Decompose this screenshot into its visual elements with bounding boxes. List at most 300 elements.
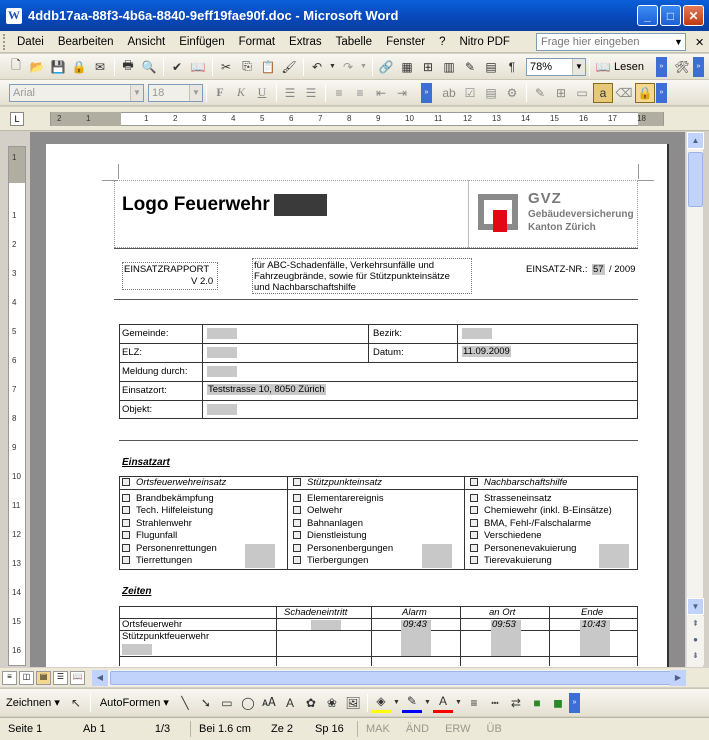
read-layout-icon[interactable]: 📖 [595, 59, 611, 74]
grid-line [202, 324, 203, 418]
copy-icon[interactable]: ⎘ [242, 59, 252, 73]
text-box-icon[interactable]: 🗚 [262, 695, 276, 709]
text-direction-icon[interactable]: ab [442, 85, 456, 100]
numbering-icon[interactable]: ≡ [335, 85, 343, 100]
margin-mark [638, 164, 639, 179]
ruler-bar[interactable] [50, 112, 664, 126]
menu-extras[interactable]: Extras [289, 35, 322, 48]
zeiten-header-alarm: Alarm [402, 607, 427, 618]
grid-line [460, 606, 461, 666]
document-map-icon[interactable]: ▤ [485, 59, 497, 74]
document-area[interactable] [30, 132, 685, 667]
gvz-line2: Kanton Zürich [528, 222, 596, 233]
font-color-icon[interactable]: A [433, 693, 453, 713]
insert-frame-icon[interactable]: ▭ [576, 85, 588, 100]
field-options-icon[interactable]: ⚙ [506, 85, 518, 100]
formatting-toolbar [0, 80, 709, 106]
line-color-icon[interactable]: ✎ [402, 693, 422, 713]
margin-mark [118, 164, 119, 179]
einsatzart-option-label: Oelwehr [307, 505, 343, 517]
status-overtype[interactable]: ÜB [486, 723, 502, 735]
zeiten-row-ortsfeuerwehr: Ortsfeuerwehr [122, 619, 183, 630]
einsatzart-option-label: Strahlenwehr [136, 517, 192, 529]
einsatzort-field[interactable]: Teststrasse 10, 8050 Zürich [208, 384, 325, 395]
menu-grip[interactable] [3, 34, 7, 50]
bezirk-field[interactable] [462, 328, 492, 339]
ask-dropdown-icon[interactable]: ▼ [674, 37, 683, 47]
einsatz-year: / 2009 [609, 264, 636, 275]
ruler-tick-label: 15 [12, 617, 21, 626]
ruler-tick-label: 2 [57, 114, 62, 123]
insert-table-icon[interactable]: ⊞ [555, 85, 567, 100]
menu-einfuegen[interactable]: Einfügen [179, 35, 225, 48]
ruler-tick-label: 6 [12, 356, 17, 365]
objekt-field[interactable] [207, 404, 237, 415]
ruler-tick-label: 8 [347, 114, 352, 123]
ruler-tick-label: 16 [579, 114, 588, 123]
toolbar-options-icon[interactable]: » [656, 83, 667, 103]
einsatzart-option[interactable] [470, 543, 576, 554]
research-icon[interactable]: 📖 [190, 59, 206, 74]
field-shading [422, 544, 452, 568]
word-app-icon[interactable]: W [8, 8, 20, 22]
meldung-field[interactable] [207, 366, 237, 377]
section-rule [114, 299, 638, 300]
outline-view-icon[interactable]: ☰ [53, 671, 68, 685]
toolbar-separator [325, 84, 326, 102]
status-track-changes[interactable]: ÄND [405, 723, 430, 735]
grid-line [119, 569, 638, 570]
einsatzart-option-label: Personenbergungen [307, 542, 394, 554]
einsatzart-option[interactable] [122, 493, 214, 504]
toolbar-separator [303, 58, 304, 76]
line-dropdown-icon[interactable]: ▼ [423, 699, 431, 706]
toolbar-separator [589, 58, 590, 76]
checkbox-icon[interactable] [470, 544, 478, 552]
ruler-tick-label: 2 [12, 240, 17, 249]
reset-form-fields-icon[interactable]: ⌫ [615, 85, 633, 100]
ruler-tick-label: 14 [12, 588, 21, 597]
status-section: Ab 1 [83, 723, 106, 735]
ruler-tick-label: 11 [12, 501, 21, 510]
ruler-tick-label: 1 [12, 153, 17, 162]
zeiten-header-schadeneintritt: Schadeneintritt [284, 607, 348, 618]
increase-indent-icon[interactable]: ⇥ [396, 85, 408, 100]
gemeinde-label: Gemeinde: [122, 328, 169, 339]
fill-color-icon[interactable]: ◈ [371, 693, 391, 713]
cut-icon[interactable]: ✂ [220, 59, 232, 74]
insert-table-icon[interactable]: ⊞ [422, 59, 434, 74]
menu-ansicht[interactable]: Ansicht [127, 35, 166, 48]
einsatzart-option-label: Tierevakuierung [484, 555, 552, 566]
select-objects-icon[interactable]: ↖ [70, 695, 81, 710]
datum-field[interactable]: 11.09.2009 [463, 346, 510, 357]
ruler-tick-label: 3 [202, 114, 207, 123]
form-field-shading-icon[interactable]: a [593, 83, 613, 103]
shadow-style-icon[interactable]: ■ [533, 695, 541, 710]
ende-field[interactable]: 10:43 [582, 619, 606, 630]
status-column: Sp 16 [315, 723, 344, 735]
ruler-tick-label: 18 [637, 114, 646, 123]
report-title: EINSATZRAPPORT [124, 264, 210, 275]
einsatzart-option-label: Elementarereignis [307, 493, 384, 504]
rectangle-icon[interactable]: ▭ [221, 695, 233, 710]
ruler-tick-label: 13 [492, 114, 501, 123]
section-rule [119, 440, 638, 441]
logo-title: Logo Feuerwehr [122, 194, 270, 215]
einsatz-nr-field[interactable]: 57 [593, 264, 604, 275]
report-desc-line3: und Nachbarschaftshilfe [254, 282, 356, 293]
ruler-tick-label: 4 [12, 298, 17, 307]
scroll-left-icon[interactable]: ◀ [92, 670, 108, 686]
vertical-ruler[interactable] [8, 146, 26, 666]
einsatzart-option[interactable] [470, 518, 591, 529]
save-icon[interactable]: 💾 [50, 59, 66, 74]
web-view-icon[interactable]: ◫ [19, 671, 34, 685]
ruler-tick-label: 7 [12, 385, 17, 394]
open-folder-icon[interactable]: 📂 [29, 59, 45, 74]
browse-object-icon[interactable]: ● [687, 632, 704, 649]
vertical-scroll-thumb[interactable] [688, 152, 703, 207]
einsatzart-option[interactable] [122, 530, 177, 541]
margin-mark [638, 180, 654, 181]
checkbox-icon[interactable] [122, 494, 130, 502]
standard-toolbar [0, 54, 709, 80]
ruler-tick-label: 10 [405, 114, 414, 123]
show-formatting-icon[interactable]: ¶ [508, 59, 516, 74]
einsatzart-option-label: Tierrettungen [136, 555, 193, 566]
picture-icon[interactable]: 🖼 [345, 695, 361, 710]
einsatzart-header-label: Stützpunkteinsatz [307, 477, 382, 488]
stuetzpunkt-field[interactable] [122, 644, 152, 655]
email-icon[interactable]: ✉ [94, 59, 106, 74]
toolbar-options-icon[interactable]: » [569, 693, 580, 713]
checkbox-icon[interactable] [293, 506, 301, 514]
toolbar-options-icon[interactable]: » [656, 57, 667, 77]
grid-line [371, 606, 372, 666]
elz-field[interactable] [207, 347, 237, 358]
grid-line [119, 343, 638, 344]
align-left-icon[interactable]: ☰ [284, 85, 296, 100]
einsatzart-option[interactable] [470, 555, 552, 566]
italic-icon[interactable]: K [236, 85, 245, 99]
read-button[interactable]: Lesen [614, 60, 644, 73]
einsatzart-option[interactable] [470, 505, 612, 516]
header-divider [468, 180, 469, 248]
grid-line [119, 476, 120, 569]
menu-tabelle[interactable]: Tabelle [335, 35, 373, 48]
wordart-icon[interactable]: A [285, 695, 294, 710]
field-shading [245, 544, 275, 568]
ruler-tick-label: 9 [12, 443, 17, 452]
font-size-select[interactable]: 18 ▼ [148, 84, 203, 102]
checkbox-icon[interactable] [470, 531, 478, 539]
einsatzart-header-0 [122, 477, 226, 488]
chevron-down-icon[interactable]: ▼ [130, 85, 143, 101]
ruler-tick-label: 12 [463, 114, 472, 123]
checkbox-icon[interactable] [293, 519, 301, 527]
line-style-icon[interactable]: ≡ [470, 695, 478, 710]
toolbar-separator [212, 58, 213, 76]
einsatzart-option[interactable] [122, 555, 192, 566]
grid-line [119, 618, 638, 619]
grid-line [119, 606, 120, 666]
tables-borders-icon[interactable]: ▦ [401, 59, 413, 74]
underline-icon[interactable]: U [257, 85, 267, 99]
line-icon[interactable]: ╲ [181, 695, 189, 710]
draw-table-icon[interactable]: ✎ [534, 85, 546, 100]
einsatzart-option[interactable] [470, 530, 542, 541]
menu-format[interactable]: Format [238, 35, 276, 48]
toolbar-options-icon[interactable]: » [693, 57, 704, 77]
grid-line [637, 324, 638, 418]
columns-icon[interactable]: ▥ [443, 59, 455, 74]
print-icon[interactable]: 🖶 [122, 58, 134, 72]
zeiten-heading: Zeiten [122, 586, 152, 597]
undo-icon[interactable]: ↶ [311, 59, 323, 74]
grid-line [457, 324, 458, 362]
checkbox-icon[interactable] [122, 506, 130, 514]
new-document-icon[interactable]: 🗋 [11, 58, 21, 72]
scroll-right-icon[interactable]: ▶ [670, 670, 686, 686]
paste-icon[interactable]: 📋 [260, 59, 276, 74]
bullets-icon[interactable]: ≡ [356, 85, 364, 100]
document-page[interactable] [46, 144, 669, 667]
arrow-icon[interactable]: ➘ [200, 695, 211, 710]
zoom-select[interactable]: 78% ▼ [526, 58, 586, 76]
einsatzart-option-label: Personenrettungen [136, 542, 217, 554]
einsatzart-option[interactable] [293, 493, 384, 504]
einsatzart-option-label: Tierbergungen [307, 555, 369, 566]
spelling-icon[interactable]: ✔ [171, 59, 183, 74]
einsatzart-option-label: Dienstleistung [307, 530, 367, 542]
hyperlink-icon[interactable]: 🔗 [378, 59, 394, 74]
zeiten-grid [119, 606, 638, 666]
font-color-dropdown-icon[interactable]: ▼ [454, 699, 462, 706]
maximize-button[interactable]: □ [660, 5, 681, 26]
toolbar-separator [526, 84, 527, 102]
checkbox-icon[interactable] [122, 531, 130, 539]
title-bar [0, 0, 709, 31]
einsatzart-option[interactable] [122, 505, 213, 516]
draw-menu-button[interactable]: Zeichnen ▾ [6, 697, 60, 709]
permission-icon[interactable]: 🔒 [71, 59, 87, 74]
einsatzart-header-1 [293, 477, 382, 488]
tools-icon[interactable]: 🛠 [674, 59, 690, 74]
menu-nitro-pdf[interactable]: Nitro PDF [459, 35, 510, 48]
status-extend[interactable]: ERW [445, 723, 471, 735]
menu-bearbeiten[interactable]: Bearbeiten [57, 35, 114, 48]
normal-view-icon[interactable]: ≡ [2, 671, 17, 685]
oval-icon[interactable]: ◯ [241, 695, 255, 710]
arrow-style-icon[interactable]: ⇄ [510, 695, 521, 710]
align-center-icon[interactable]: ☰ [305, 85, 317, 100]
drawing-toolbar [0, 688, 709, 716]
bezirk-label: Bezirk: [373, 328, 403, 339]
chevron-down-icon[interactable]: ▼ [572, 59, 585, 75]
scroll-up-icon[interactable]: ▲ [687, 132, 704, 149]
grid-line [119, 324, 120, 418]
minimize-button[interactable]: _ [637, 5, 658, 26]
status-page: Seite 1 [8, 723, 43, 735]
checkbox-icon[interactable] [122, 544, 130, 552]
horizontal-scroll-thumb[interactable] [110, 671, 684, 685]
einsatzart-header-label: Nachbarschaftshilfe [484, 477, 568, 488]
ruler-tick-label: 2 [173, 114, 178, 123]
grid-line [119, 656, 638, 657]
checkbox-icon[interactable] [470, 494, 478, 502]
horizontal-ruler[interactable] [0, 107, 709, 131]
autoshapes-menu-button[interactable]: AutoFormen ▾ [99, 697, 169, 709]
ruler-tick-label: 5 [12, 327, 17, 336]
report-version: V 2.0 [191, 276, 214, 287]
grid-line [119, 400, 638, 401]
ruler-tick-label: 1 [12, 211, 17, 220]
check-box-field-icon[interactable]: ☑ [464, 85, 476, 100]
einsatzart-header-2 [470, 477, 567, 488]
einsatzart-option[interactable] [293, 518, 363, 529]
checkbox-icon[interactable] [122, 519, 130, 527]
schadeneintritt-field[interactable] [311, 620, 341, 630]
toolbar-separator [276, 84, 277, 102]
checkbox-icon[interactable] [293, 544, 301, 552]
einsatzart-option-label: BMA, Fehl-/Falschalarme [484, 517, 592, 529]
clip-art-icon[interactable]: ❀ [326, 695, 337, 710]
toolbar-separator [206, 84, 207, 102]
checkbox-icon[interactable] [293, 494, 301, 502]
vertical-scrollbar[interactable] [686, 132, 703, 667]
checkbox-icon[interactable] [293, 556, 301, 564]
einsatzart-option[interactable] [293, 555, 368, 566]
undo-dropdown-icon[interactable]: ▼ [329, 63, 336, 70]
status-pages: 1/3 [154, 723, 171, 735]
next-page-icon[interactable]: ⇟ [687, 648, 704, 665]
chevron-down-icon[interactable]: ▼ [189, 85, 202, 101]
grid-line [464, 476, 465, 569]
menu-datei[interactable]: Datei [17, 35, 44, 48]
report-desc-line1: für ABC-Schadenfälle, Verkehrsunfälle und [254, 260, 435, 271]
status-macro[interactable]: MAK [366, 723, 390, 735]
einsatzart-option-label: Strasseneinsatz [484, 493, 552, 504]
gemeinde-field[interactable] [207, 328, 237, 339]
an-ort-field[interactable]: 09:53 [492, 619, 516, 630]
ruler-tick-label: 9 [376, 114, 381, 123]
tab-selector-icon[interactable]: L [10, 112, 24, 126]
einsatzart-option[interactable] [293, 543, 393, 554]
grid-line [119, 381, 638, 382]
alarm-field[interactable]: 09:43 [403, 619, 427, 630]
einsatzart-option-label: Brandbekämpfung [136, 493, 214, 504]
gvz-logo-red [493, 210, 507, 232]
einsatzart-option[interactable] [293, 505, 342, 516]
checkbox-icon[interactable] [470, 478, 478, 486]
fill-dropdown-icon[interactable]: ▼ [392, 699, 400, 706]
grid-line [637, 606, 638, 666]
ruler-tick-label: 17 [608, 114, 617, 123]
bold-icon[interactable]: F [216, 85, 224, 99]
scroll-down-icon[interactable]: ▼ [687, 598, 704, 615]
close-button[interactable]: ✕ [683, 5, 704, 26]
menu-fenster[interactable]: Fenster [386, 35, 426, 48]
window-title: 4ddb17aa-88f3-4b6a-8840-9eff19fae90f.doc - Microsoft Word [28, 8, 399, 23]
status-line: Ze 2 [271, 723, 294, 735]
ruler-tick-label: 8 [12, 414, 17, 423]
ruler-tick-label: 4 [231, 114, 236, 123]
checkbox-icon[interactable] [470, 506, 478, 514]
3d-style-icon[interactable]: ◼ [552, 695, 563, 710]
checkbox-icon[interactable] [293, 478, 301, 486]
field-shading [599, 544, 629, 568]
ruler-tick-label: 5 [260, 114, 265, 123]
checkbox-icon[interactable] [293, 531, 301, 539]
checkbox-icon[interactable] [122, 478, 130, 486]
print-preview-icon[interactable]: 🔍 [141, 59, 157, 74]
redo-icon[interactable]: ↷ [342, 59, 354, 74]
grid-line [276, 606, 277, 666]
grid-line [368, 324, 369, 362]
logo-placeholder[interactable] [274, 194, 327, 216]
print-layout-icon[interactable]: ▤ [36, 671, 51, 685]
einsatzart-option[interactable] [122, 518, 192, 529]
meldung-label: Meldung durch: [122, 366, 188, 377]
elz-label: ELZ: [122, 347, 143, 358]
ruler-tick-label: 16 [12, 646, 21, 655]
protect-form-icon[interactable]: 🔒 [635, 83, 655, 103]
ask-question-input[interactable]: Frage hier eingeben [536, 33, 686, 51]
previous-page-icon[interactable]: ⇞ [687, 616, 704, 633]
toolbar-separator [114, 58, 115, 76]
zeiten-header-an-ort: an Ort [489, 607, 516, 618]
einsatzart-option[interactable] [122, 543, 217, 554]
dash-style-icon[interactable]: ┅ [491, 695, 499, 710]
grid-line [549, 606, 550, 666]
horizontal-scrollbar[interactable] [92, 670, 686, 686]
toolbar-separator [367, 694, 368, 712]
toolbar-options-icon[interactable]: » [421, 83, 432, 103]
einsatzart-option-label: Chemiewehr (inkl. B-Einsätze) [484, 505, 612, 517]
gvz-abbr: GVZ [528, 190, 562, 207]
ruler-tick-label: 1 [86, 114, 91, 123]
diagram-icon[interactable]: ✿ [305, 695, 316, 710]
grid-line [119, 418, 638, 419]
toolbar-separator [90, 694, 91, 712]
format-painter-icon[interactable]: 🖌 [281, 59, 297, 74]
font-select[interactable]: Arial ▼ [9, 84, 144, 102]
ruler-tick-label: 1 [144, 114, 149, 123]
ruler-tick-label: 6 [289, 114, 294, 123]
grid-line [119, 489, 638, 490]
einsatzart-option[interactable] [470, 493, 552, 504]
einsatzart-heading: Einsatzart [122, 457, 170, 468]
decrease-indent-icon[interactable]: ⇤ [375, 85, 387, 100]
einsatzort-label: Einsatzort: [122, 385, 167, 396]
objekt-label: Objekt: [122, 404, 153, 415]
reading-view-icon[interactable]: 📖 [70, 671, 85, 685]
checkbox-icon[interactable] [122, 556, 130, 564]
document-close-icon[interactable]: ✕ [695, 37, 705, 49]
drawing-icon[interactable]: ✎ [464, 59, 476, 74]
gvz-logo-icon [478, 194, 518, 230]
einsatzart-option[interactable] [293, 530, 367, 541]
menu-help[interactable]: ? [439, 35, 446, 48]
checkbox-icon[interactable] [470, 519, 478, 527]
checkbox-icon[interactable] [470, 556, 478, 564]
toolbar-separator [163, 58, 164, 76]
redo-dropdown-icon[interactable]: ▼ [360, 63, 367, 70]
drop-down-field-icon[interactable]: ▤ [485, 85, 497, 100]
einsatzart-option-label: Flugunfall [136, 530, 178, 542]
zeiten-row-stuetzpunkt: Stützpunktfeuerwehr [122, 631, 210, 642]
